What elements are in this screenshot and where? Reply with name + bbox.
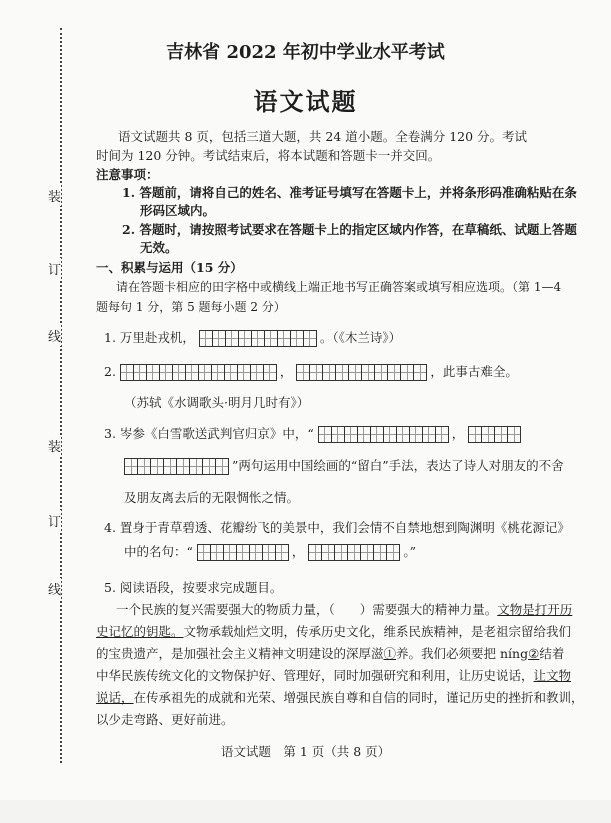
answer-grid[interactable] xyxy=(124,458,228,475)
section-instruction: 题每句 1 分，第 5 题每小题 2 分） xyxy=(96,300,286,314)
question-5-heading: 5. 阅读语段，按要求完成题目。 xyxy=(104,580,283,595)
binding-label: 装 xyxy=(48,185,61,206)
underlined-text: 文物是打开历 xyxy=(497,602,573,617)
binding-label: 订 xyxy=(48,510,61,531)
passage-text: 养。我们必须要把 níng xyxy=(396,646,529,661)
q3-prefix: 3. 岑参《白雪歌送武判官归京》中，“ xyxy=(104,426,314,441)
page-footer: 语文试题 第 1 页（共 8 页） xyxy=(220,744,391,759)
binding-label: 线 xyxy=(48,325,61,346)
passage-line xyxy=(96,688,584,706)
question-4: 4. 置身于青草碧透、花瓣纷飞的美景中，我们会情不自禁地想到陶渊明《桃花源记》 xyxy=(104,520,570,535)
passage-text: 的宝贵遗产，是加强社会主义精神文明建设的深厚滋 xyxy=(96,646,384,661)
question-1 xyxy=(104,328,401,347)
section-heading: 一、积累与运用（15 分） xyxy=(96,260,243,275)
answer-grid[interactable] xyxy=(120,364,276,381)
passage-text: 中华民族传统文化的文物保护好、管理好，同时加强研究和利用，让历史说话， xyxy=(96,668,534,683)
q4-mid: ， xyxy=(291,544,305,559)
answer-grid[interactable] xyxy=(197,544,288,561)
passage-line xyxy=(116,600,572,618)
q2-mid: ， xyxy=(279,364,293,379)
question-2 xyxy=(104,362,518,381)
blank-2: ② xyxy=(528,646,540,661)
underlined-text: 史记忆的钥匙。 xyxy=(96,624,184,639)
q4-prefix: 中的名句：“ xyxy=(124,544,193,559)
q2-suffix: ，此事古难全。 xyxy=(430,364,518,379)
notes-heading: 注意事项： xyxy=(96,167,159,182)
note-item: 无效。 xyxy=(140,240,178,255)
binding-label: 订 xyxy=(48,258,61,279)
passage-text: 文物承载灿烂文明，传承历史文化，维系民族精神，是老祖宗留给我们 xyxy=(183,624,572,639)
passage-text: 在传承祖先的成就和光荣、增强民族自尊和自信的同时，谨记历史的挫折和教训， xyxy=(133,690,584,705)
binding-label: 装 xyxy=(48,435,61,456)
q3-mid: ， xyxy=(451,426,465,441)
note-item: 2. 答题时，请按照考试要求在答题卡上的指定区域内作答，在草稿纸、试题上答题 xyxy=(122,222,577,237)
underlined-text: 让文物 xyxy=(533,668,572,683)
q2-source: （苏轼《水调歌头·明月几时有》） xyxy=(124,395,310,410)
bottom-margin xyxy=(0,800,611,823)
subject-title: 语文试题 xyxy=(253,87,358,116)
note-item: 1. 答题前，请将自己的姓名、准考证号填写在答题卡上，并将条形码准确粘贴在条 xyxy=(122,185,577,200)
intro-line: 时间为 120 分钟。考试结束后，将本试题和答题卡一并交回。 xyxy=(96,148,441,163)
binding-line xyxy=(60,28,62,763)
passage-line xyxy=(96,666,571,684)
section-instruction: 请在答题卡相应的田字格中或横线上端正地书写正确答案或填写相应选项。（第 1—4 xyxy=(116,280,562,294)
passage-line: 以少走弯路、更好前进。 xyxy=(96,712,234,727)
q2-prefix: 2. xyxy=(104,364,116,379)
exam-title: 吉林省 2022 年初中学业水平考试 xyxy=(166,42,445,63)
binding-label: 线 xyxy=(48,578,61,599)
question-4-answer xyxy=(124,542,416,561)
passage-text: 结着 xyxy=(539,646,565,661)
intro-line: 语文试题共 8 页，包括三道大题，共 24 道小题。全卷满分 120 分。考试 xyxy=(118,129,528,144)
blank-1: ① xyxy=(383,646,397,661)
question-3 xyxy=(104,424,520,443)
answer-grid[interactable] xyxy=(199,330,316,347)
passage-text: 一个民族的复兴需要强大的物质力量，（ ）需要强大的精神力量。 xyxy=(116,602,498,617)
passage-line xyxy=(96,644,564,662)
passage-line xyxy=(96,622,571,640)
q1-prefix: 1. 万里赴戎机， xyxy=(104,330,195,345)
answer-grid[interactable] xyxy=(308,544,399,561)
q3-cont: ”两句运用中国绘画的“留白”手法，表达了诗人对朋友的不舍 xyxy=(231,458,564,473)
answer-grid[interactable] xyxy=(296,364,426,381)
answer-grid[interactable] xyxy=(468,426,520,443)
note-item: 形码区域内。 xyxy=(140,203,216,218)
underlined-text: 说话， xyxy=(96,690,134,705)
q4-suffix: 。” xyxy=(403,544,416,559)
q3-line3: 及朋友离去后的无限惆怅之情。 xyxy=(124,490,300,505)
q1-suffix: 。（《木兰诗》） xyxy=(319,330,402,345)
answer-grid[interactable] xyxy=(318,426,448,443)
question-3-cont xyxy=(124,456,564,475)
